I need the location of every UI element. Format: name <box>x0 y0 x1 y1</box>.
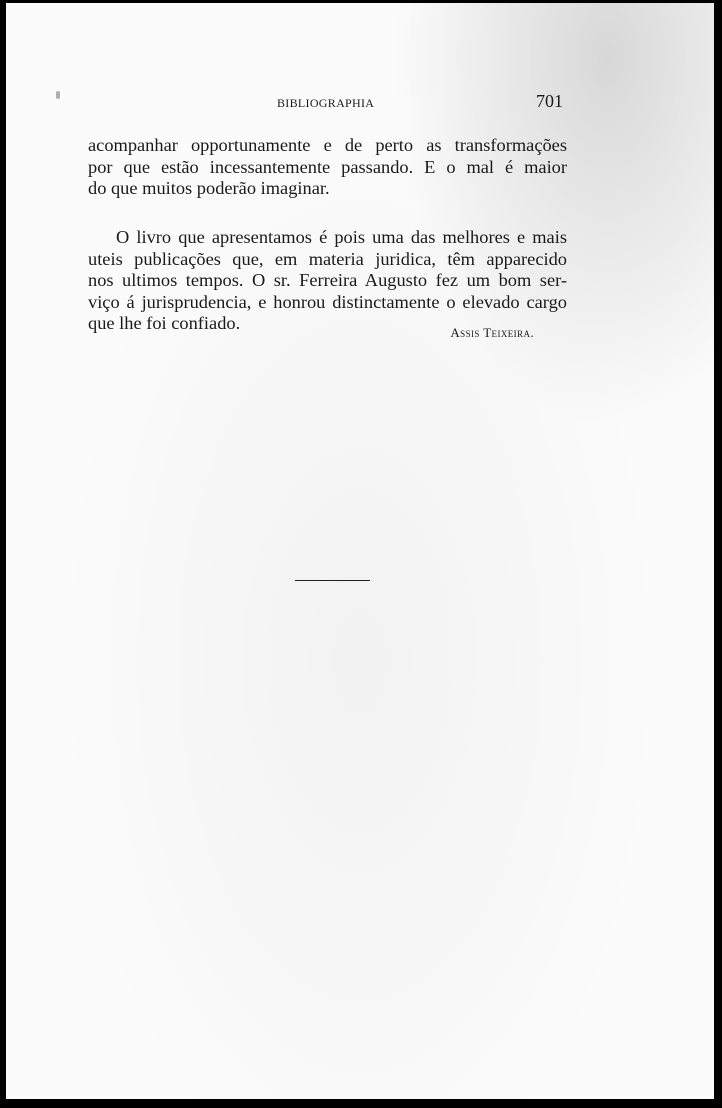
paragraph-conclusion <box>88 227 567 335</box>
text-line: viço á jurisprudencia, e honrou distinctamente o elevado cargo <box>88 291 567 312</box>
text-line: uteis publicações que, em materia juridica, têm apparecido <box>88 248 567 269</box>
page-number: 701 <box>536 91 563 111</box>
text-line: acompanhar opportunamente e de perto as transformações <box>88 135 567 155</box>
text-line: por que estão incessantemente passando. E o mal é maior <box>88 156 567 177</box>
paragraph-continuation <box>88 135 567 200</box>
section-divider <box>295 580 370 581</box>
text-line: do que muitos poderão imaginar. <box>88 178 330 198</box>
page-header <box>6 91 714 115</box>
author-signature: Assis Teixeira. <box>450 325 534 340</box>
text-line: O livro que apresentamos é pois uma das melhores e mais <box>116 227 567 247</box>
text-line: que lhe foi confiado. <box>88 313 241 333</box>
running-head: BIBLIOGRAPHIA <box>277 96 375 110</box>
text-line: nos ultimos tempos. O sr. Ferreira Augusto fez um bom ser- <box>88 270 567 290</box>
book-page <box>6 3 714 1099</box>
